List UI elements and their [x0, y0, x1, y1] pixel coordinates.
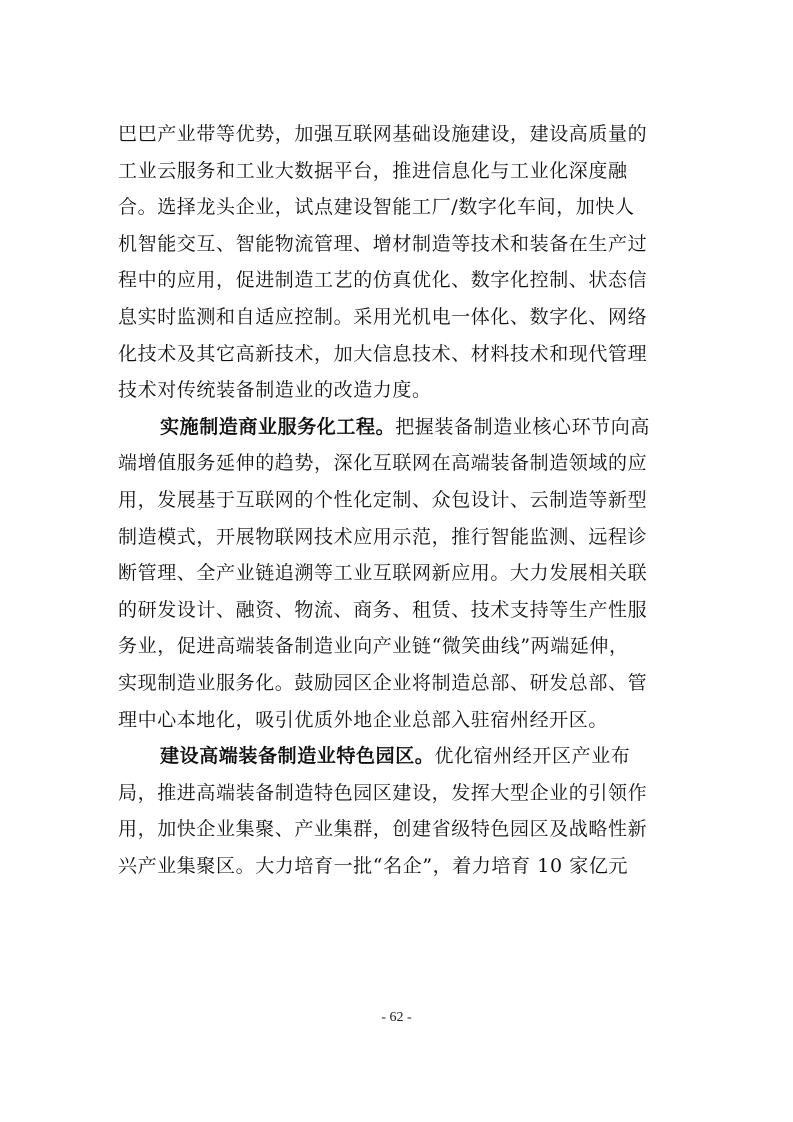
- line-text: 息实时监测和自适应控制。采用光机电一体化、数字化、网络: [118, 305, 648, 328]
- text-line: [118, 738, 690, 775]
- line-text: 合。选择龙头企业，试点建设智能工厂/数字化车间，加快人: [118, 196, 635, 219]
- line-text: 实现制造业服务化。鼓励园区企业将制造总部、研发总部、管: [118, 671, 648, 694]
- line-text: 局，推进高端装备制造特色园区建设，发挥大型企业的引领作: [118, 781, 648, 804]
- text-line: [118, 336, 690, 373]
- body-text: [118, 116, 690, 884]
- text-line: [118, 153, 690, 190]
- line-text: 用，发展基于互联网的个性化定制、众包设计、云制造等新型: [118, 488, 648, 511]
- line-text: 的研发设计、融资、物流、商务、租赁、技术支持等生产性服: [118, 598, 648, 621]
- line-text: 技术对传统装备制造业的改造力度。: [118, 379, 432, 402]
- page-number: - 62 -: [381, 1010, 412, 1025]
- line-text: 工业云服务和工业大数据平台，推进信息化与工业化深度融: [118, 159, 628, 182]
- line-text: 化技术及其它高新技术，加大信息技术、材料技术和现代管理: [118, 342, 648, 365]
- section-lead-heading: 实施制造商业服务化工程。: [160, 415, 396, 438]
- line-text: 机智能交互、智能物流管理、增材制造等技术和装备在生产过: [118, 232, 648, 255]
- section-lead-heading: 建设高端装备制造业特色园区。: [160, 745, 435, 768]
- line-text: 端增值服务延伸的趋势，深化互联网在高端装备制造领域的应: [118, 452, 648, 475]
- text-line: [118, 409, 690, 446]
- text-line: [118, 445, 690, 482]
- line-text: 把握装备制造业核心环节向高: [395, 415, 651, 438]
- line-text: 用，加快企业集聚、产业集群，创建省级特色园区及战略性新: [118, 818, 648, 841]
- line-text: 兴产业集聚区。大力培育一批“名企”，着力培育 10 家亿元: [118, 854, 629, 877]
- line-text: 务业，促进高端装备制造业向产业链“微笑曲线”两端延伸，: [118, 635, 629, 658]
- text-line: [118, 775, 690, 812]
- text-line: [118, 372, 690, 409]
- text-line: [118, 592, 690, 629]
- text-line: [118, 519, 690, 556]
- text-line: [118, 116, 690, 153]
- text-line: [118, 702, 690, 739]
- text-line: [118, 262, 690, 299]
- line-text: 巴巴产业带等优势，加强互联网基础设施建设，建设高质量的: [118, 123, 648, 145]
- text-line: [118, 848, 690, 885]
- text-line: [118, 226, 690, 263]
- text-line: [118, 628, 690, 665]
- line-text: 程中的应用，促进制造工艺的仿真优化、数字化控制、状态信: [118, 269, 648, 292]
- line-text: 理中心本地化，吸引优质外地企业总部入驻宿州经开区。: [118, 708, 609, 731]
- text-line: [118, 811, 690, 848]
- text-line: [118, 665, 690, 702]
- line-text: 优化宿州经开区产业布: [434, 745, 631, 768]
- text-line: [118, 482, 690, 519]
- line-text: 制造模式，开展物联网技术应用示范，推行智能监测、远程诊: [118, 525, 648, 548]
- text-line: [118, 299, 690, 336]
- line-text: 断管理、全产业链追溯等工业互联网新应用。大力发展相关联: [118, 562, 648, 585]
- text-line: [118, 555, 690, 592]
- text-line: [118, 189, 690, 226]
